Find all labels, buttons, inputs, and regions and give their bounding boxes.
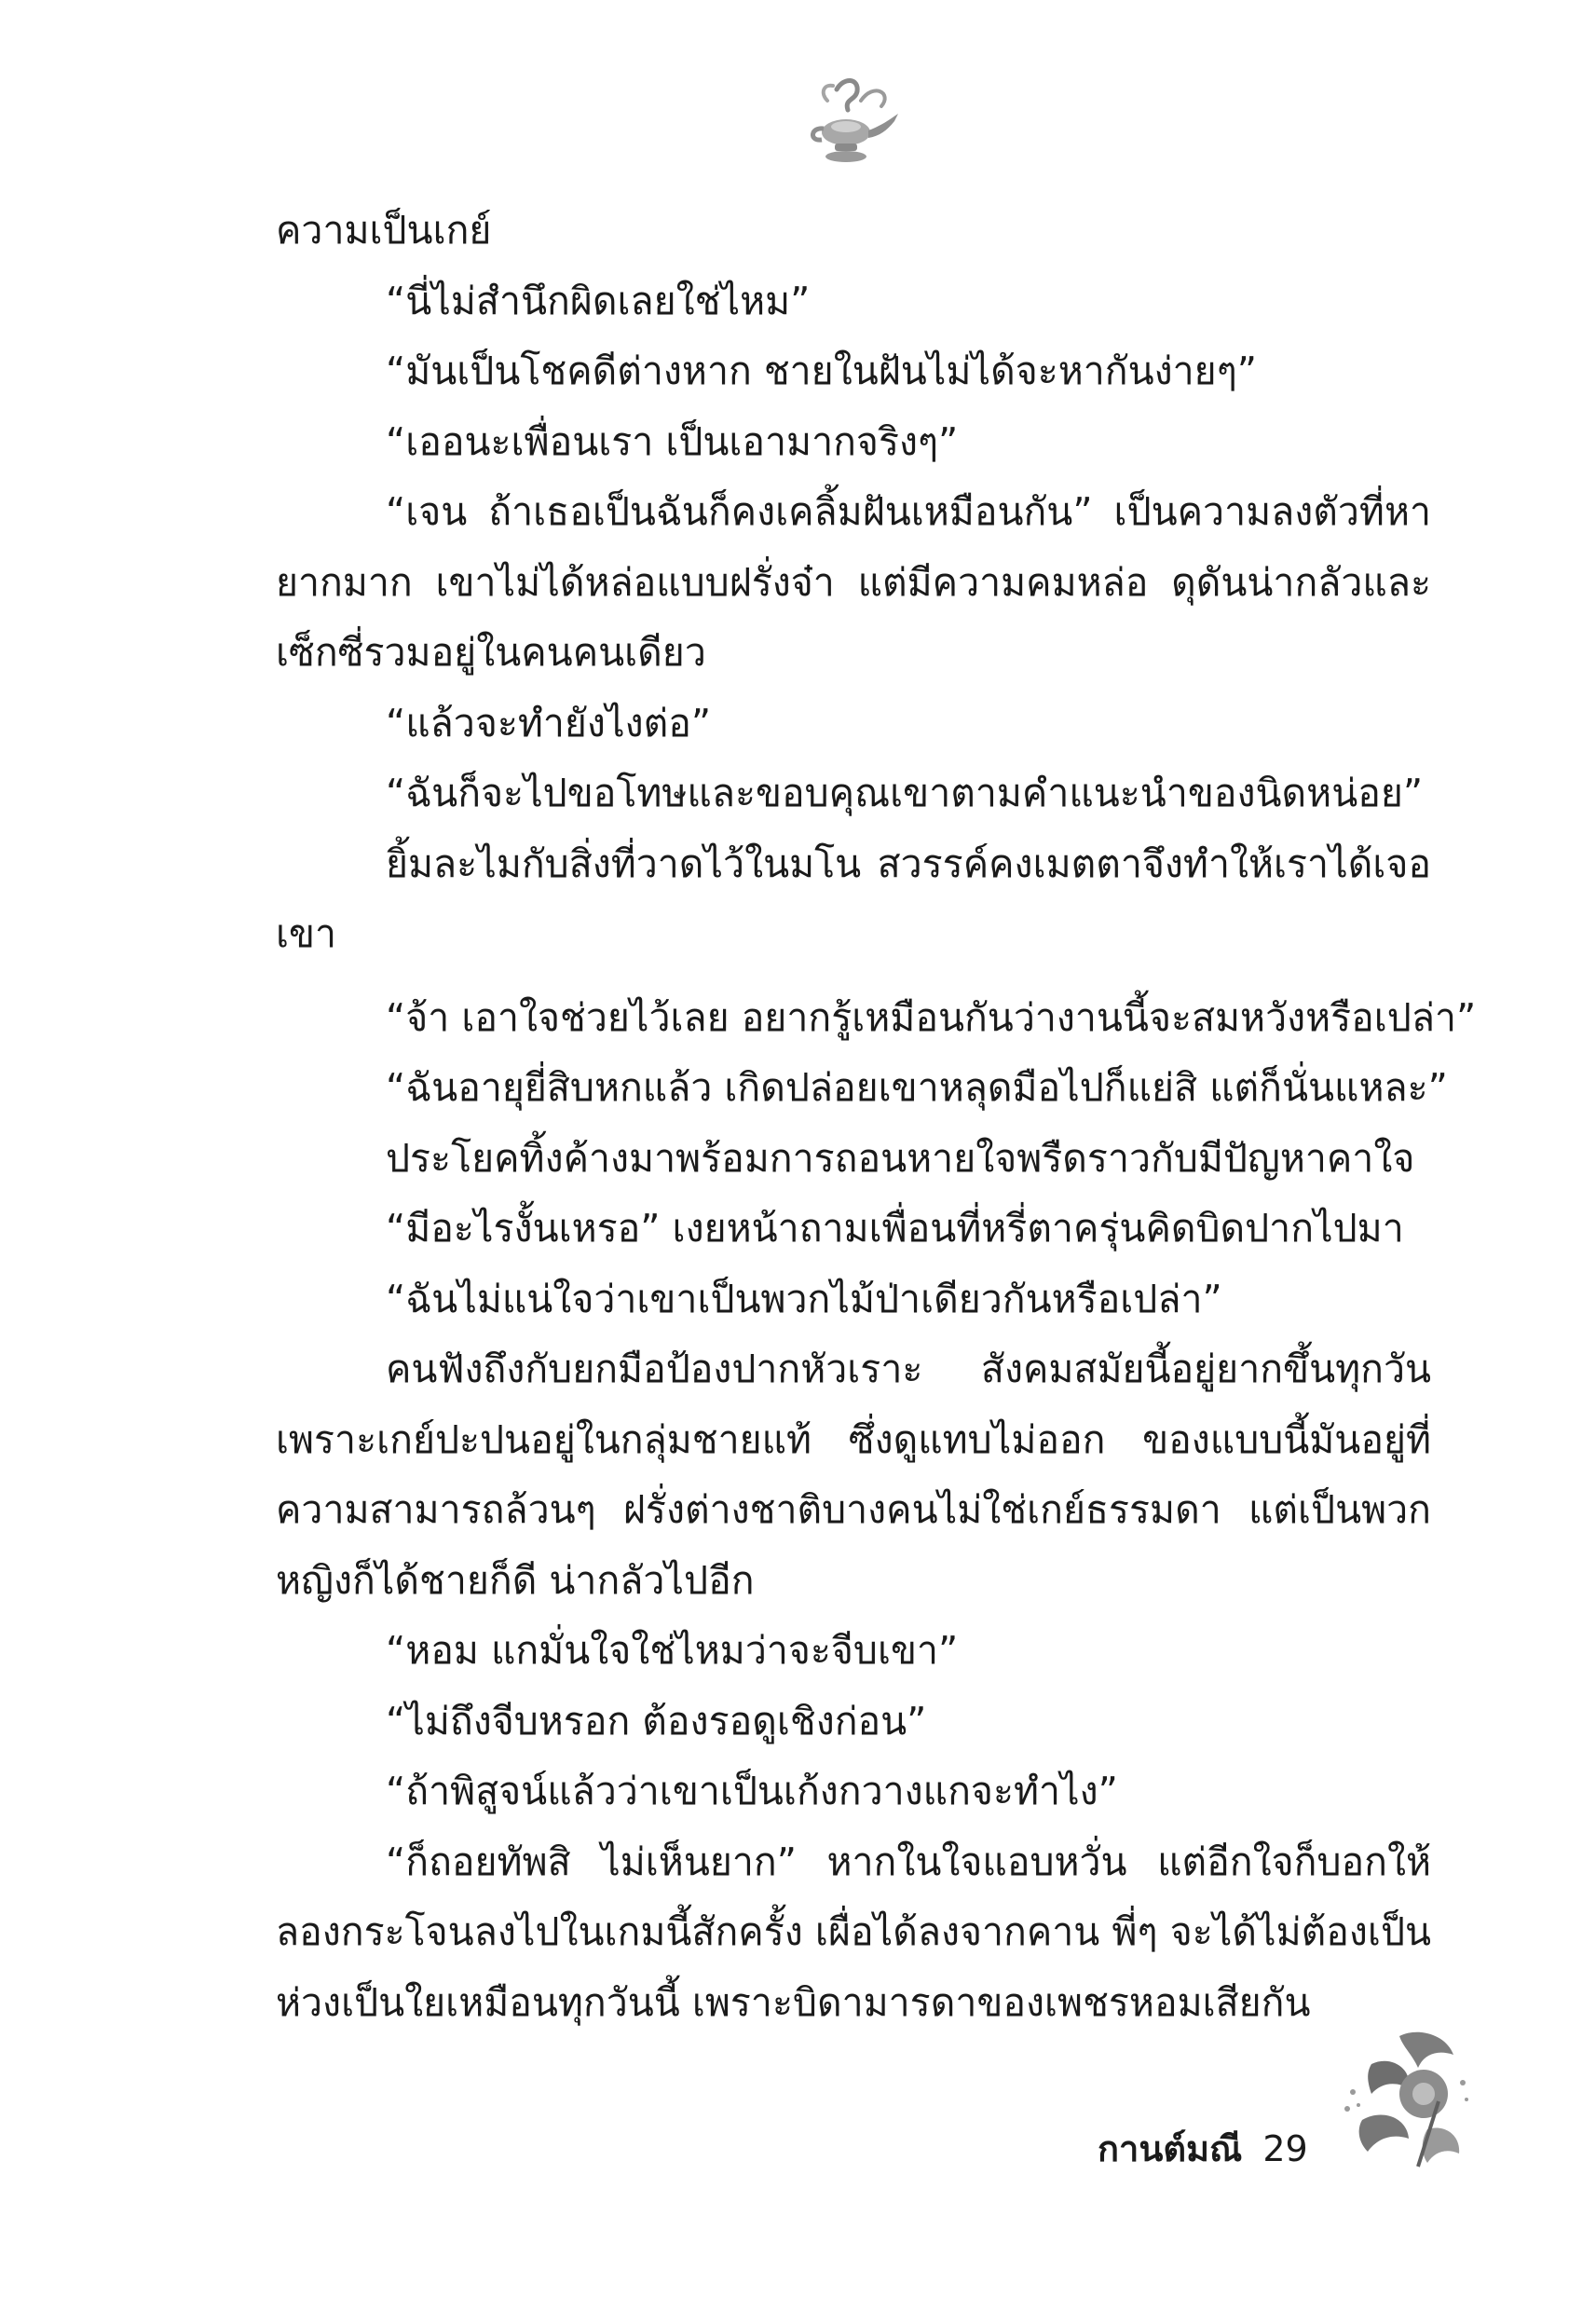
paragraph: “ไม่ถึงจีบหรอก ต้องรอดูเชิงก่อน” xyxy=(386,1698,927,1744)
paragraph: “มีอะไรงั้นเหรอ” เงยหน้าถามเพื่อนที่หรี่ตาครุ่นคิดบิดปากไปมา xyxy=(386,1206,1404,1251)
body-text xyxy=(276,196,1477,2038)
paragraph: “แล้วจะทำยังไงต่อ” xyxy=(386,700,712,745)
page-footer xyxy=(1098,2120,1308,2177)
book-title: กานต์มณี xyxy=(1098,2128,1243,2169)
flower-icon xyxy=(1334,2027,1474,2181)
paragraph: “จ้า เอาใจช่วยไว้เลย อยากรู้เหมือนกันว่างานนี้จะสมหวังหรือเปล่า” xyxy=(386,994,1477,1040)
paragraph: “เจน ถ้าเธอเป็นฉันก็คงเคลิ้มฝันเหมือนกัน” เป็นความลงตัวที่หายากมาก เขาไม่ได้หล่อแบบฝรั่งจ๋า แต่มีความคมหล่อ ดุดันน่ากลัวและเซ็กซี่รวมอยู่ในคนคนเดียว xyxy=(276,489,1431,675)
paragraph: “มันเป็นโชคดีต่างหาก ชายในฝันไม่ได้จะหากันง่ายๆ” xyxy=(386,349,1257,393)
paragraph: “ฉันก็จะไปขอโทษและขอบคุณเขาตามคำแนะนำของนิดหน่อย” xyxy=(386,771,1424,815)
paragraph: ยิ้มละไมกับสิ่งที่วาดไว้ในมโน สวรรค์คงเมตตาจึงทำให้เราได้เจอเขา xyxy=(276,841,1431,956)
page-number: 29 xyxy=(1262,2127,1308,2169)
paragraph: “ฉันไม่แน่ใจว่าเขาเป็นพวกไม้ป่าเดียวกันหรือเปล่า” xyxy=(386,1276,1222,1321)
paragraph: “เออนะเพื่อนเรา เป็นเอามากจริงๆ” xyxy=(386,418,959,464)
genie-lamp-icon xyxy=(799,73,902,175)
paragraph: คนฟังถึงกับยกมือป้องปากหัวเราะ สังคมสมัยนี้อยู่ยากขึ้นทุกวันเพราะเกย์ปะปนอยู่ในกลุ่มชายแท้ ซึ่งดูแทบไม่ออก ของแบบนี้มันอยู่ที่ความสามารถล้วนๆ ฝรั่งต่างชาติบางคนไม่ใช่เกย์ธรรมดา แต่เป็นพวกหญิงก็ได้ชายก็ดี น่ากลัวไปอีก xyxy=(276,1347,1431,1603)
paragraph: ประโยคทิ้งค้างมาพร้อมการถอนหายใจพรืดราวกับมีปัญหาคาใจ xyxy=(386,1135,1415,1181)
paragraph: “ถ้าพิสูจน์แล้วว่าเขาเป็นเก้งกวางแกจะทำไง” xyxy=(386,1769,1118,1813)
paragraph: “หอม แกมั่นใจใช่ไหมว่าจะจีบเขา” xyxy=(386,1628,959,1673)
paragraph: “นี่ไม่สำนึกผิดเลยใช่ไหม” xyxy=(386,278,811,323)
paragraph: “ฉันอายุยี่สิบหกแล้ว เกิดปล่อยเขาหลุดมือไปก็แย่สิ แต่ก็นั่นแหละ” xyxy=(386,1065,1448,1110)
paragraph: ความเป็นเกย์ xyxy=(276,208,492,253)
paragraph: “ก็ถอยทัพสิ ไม่เห็นยาก” หากในใจแอบหวั่น แต่อีกใจก็บอกให้ลองกระโจนลงไปในเกมนี้สักครั้ง เผื่อได้ลงจากคาน พี่ๆ จะได้ไม่ต้องเป็นห่วงเป็นใยเหมือนทุกวันนี้ เพราะบิดามารดาของเพชรหอมเสียกัน xyxy=(276,1839,1431,2025)
